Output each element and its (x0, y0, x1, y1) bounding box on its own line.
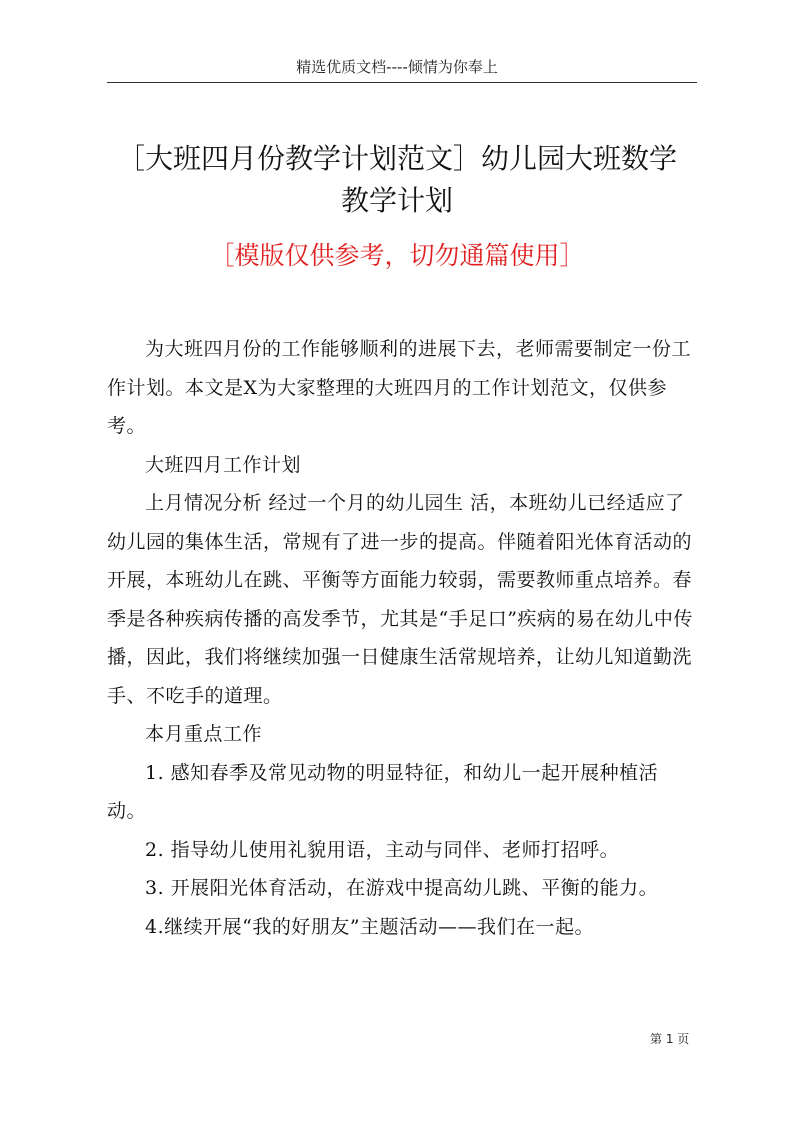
last-month-analysis-paragraph: 上月情况分析 经过一个月的幼儿园生 活，本班幼儿已经适应了幼儿园的集体生活，常规有了进一步的提高。伴随着阳光体育活动的开展，本班幼儿在跳、平衡等方面能力较弱，需要教师重点培养。春季是各种疾病传播的高发季节，尤其是“手足口”疾病的易在幼儿中传播，因此，我们将继续加强一日健康生活常规培养，让幼儿知道勤洗手、不吃手的道理。 (107, 492, 693, 707)
document-subtitle: ［模版仅供参考，切勿通篇使用］ (209, 241, 585, 270)
key-work-item-1: 1. 感知春季及常见动物的明显特征，和幼儿一起开展种植活动。 (107, 761, 659, 822)
document-title-line-2: 教学计划 (340, 184, 453, 217)
document-title (90, 138, 704, 222)
key-work-item-2: 2. 指导幼儿使用礼貌用语，主动与同伴、老师打招呼。 (145, 838, 620, 861)
page-header: 精选优质文档----倾情为你奉上 (296, 58, 498, 76)
document-title-line-1: ［大班四月份教学计划范文］幼儿园大班数学 (116, 142, 677, 175)
section-heading-plan: 大班四月工作计划 (145, 453, 302, 476)
intro-paragraph: 为大班四月份的工作能够顺利的进展下去，老师需要制定一份工作计划。本文是X为大家整理的大班四月的工作计划范文，仅供参考。 (107, 338, 692, 437)
key-work-item-4: 4.继续开展“我的好朋友”主题活动——我们在一起。 (145, 915, 595, 938)
header-divider (107, 82, 697, 83)
document-body (107, 330, 697, 946)
page-number: 第 1 页 (650, 1032, 690, 1046)
key-work-item-3: 3. 开展阳光体育活动，在游戏中提高幼儿跳、平衡的能力。 (145, 877, 659, 899)
section-heading-key-work: 本月重点工作 (145, 723, 263, 745)
